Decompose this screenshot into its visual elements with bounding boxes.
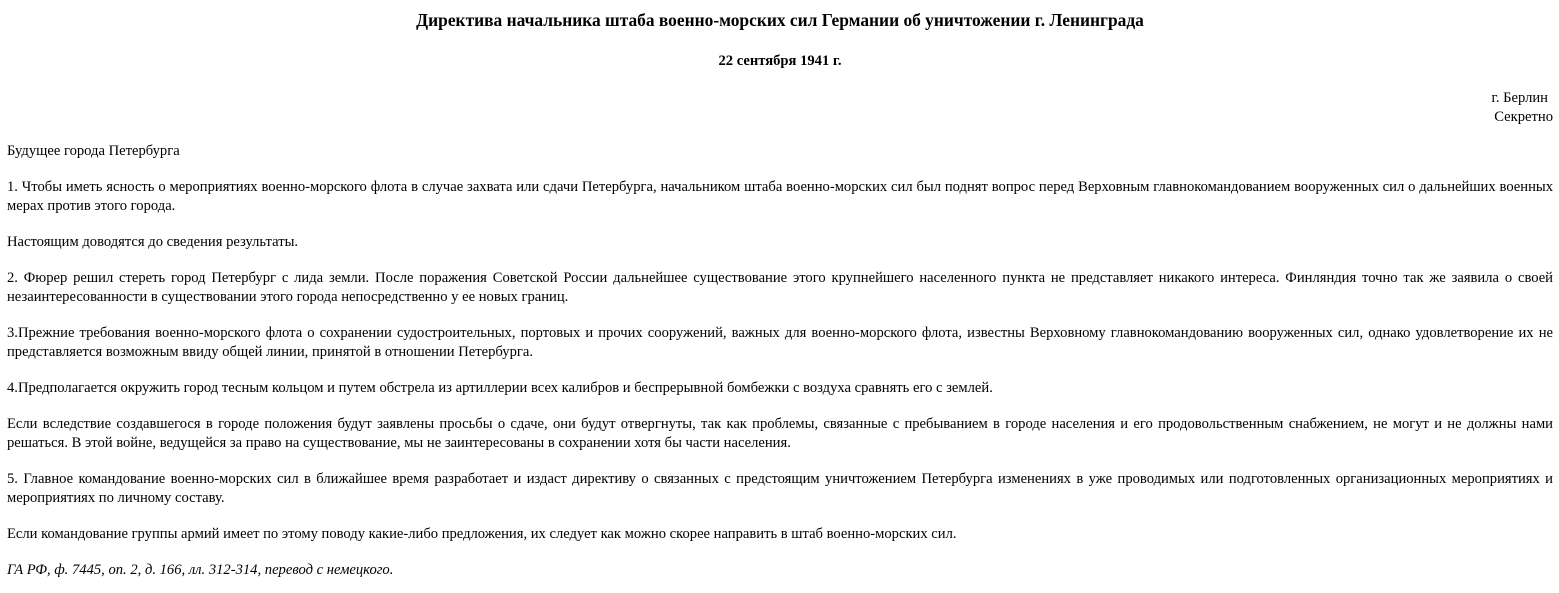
paragraph-5: 5. Главное командование военно-морских сил в ближайшее время разработает и издаст директиву о связанных с предстоящим уничтожением Петербурга изменениях в уже проводимых или подготовленных организационных мероприятиях и мероприятиях по личному составу.: [7, 471, 1553, 506]
document-header-right: [7, 89, 1553, 127]
archive-source: ГА РФ, ф. 7445, оп. 2, д. 166, лл. 312-314, перевод с немецкого.: [7, 562, 394, 578]
paragraph-4: 4.Предполагается окружить город тесным кольцом и путем обстрела из артиллерии всех калибров и беспрерывной бомбежки с воздуха сравнять его с землей.: [7, 380, 993, 396]
document-title: Директива начальника штаба военно-морских сил Германии об уничтожении г. Ленинграда: [416, 10, 1144, 30]
paragraph-1: 1. Чтобы иметь ясность о мероприятиях военно-морского флота в случае захвата или сдачи Петербурга, начальником штаба военно-морских сил был поднят вопрос перед Верховным главнокомандованием вооруженных сил о дальнейших военных мерах против этого города.: [7, 179, 1553, 214]
document-classification: Секретно: [1494, 109, 1553, 125]
document-subject: Будущее города Петербурга: [7, 143, 180, 159]
paragraph-2: 2. Фюрер решил стереть город Петербург с лида земли. После поражения Советской России дальнейшее существование этого крупнейшего населенного пункта не представляет никакого интереса. Финляндия точно так же заявила о своей незаинтересованности в существовании этого города непосредственно у ее новых границ.: [7, 270, 1553, 305]
document-date: 22 сентября 1941 г.: [718, 53, 842, 69]
paragraph-4-continued: Если вследствие создавшегося в городе положения будут заявлены просьбы о сдаче, они будут отвергнуты, так как проблемы, связанные с пребыванием в городе населения и его продовольственным снабжением, не могут и не должны нами решаться. В этой войне, ведущейся за право на существование, мы не заинтересованы в сохранении хотя бы части населения.: [7, 416, 1553, 451]
paragraph-5-continued: Если командование группы армий имеет по этому поводу какие-либо предложения, их следует как можно скорее направить в штаб военно-морских сил.: [7, 526, 957, 542]
paragraph-results: Настоящим доводятся до сведения результаты.: [7, 234, 299, 250]
paragraph-3: 3.Прежние требования военно-морского флота о сохранении судостроительных, портовых и прочих сооружений, важных для военно-морского флота, известны Верховному главнокомандованию вооруженных сил, однако удовлетворение их не представляется возможным ввиду общей линии, принятой в отношении Петербурга.: [7, 325, 1553, 360]
document-place: г. Берлин: [1491, 90, 1548, 106]
